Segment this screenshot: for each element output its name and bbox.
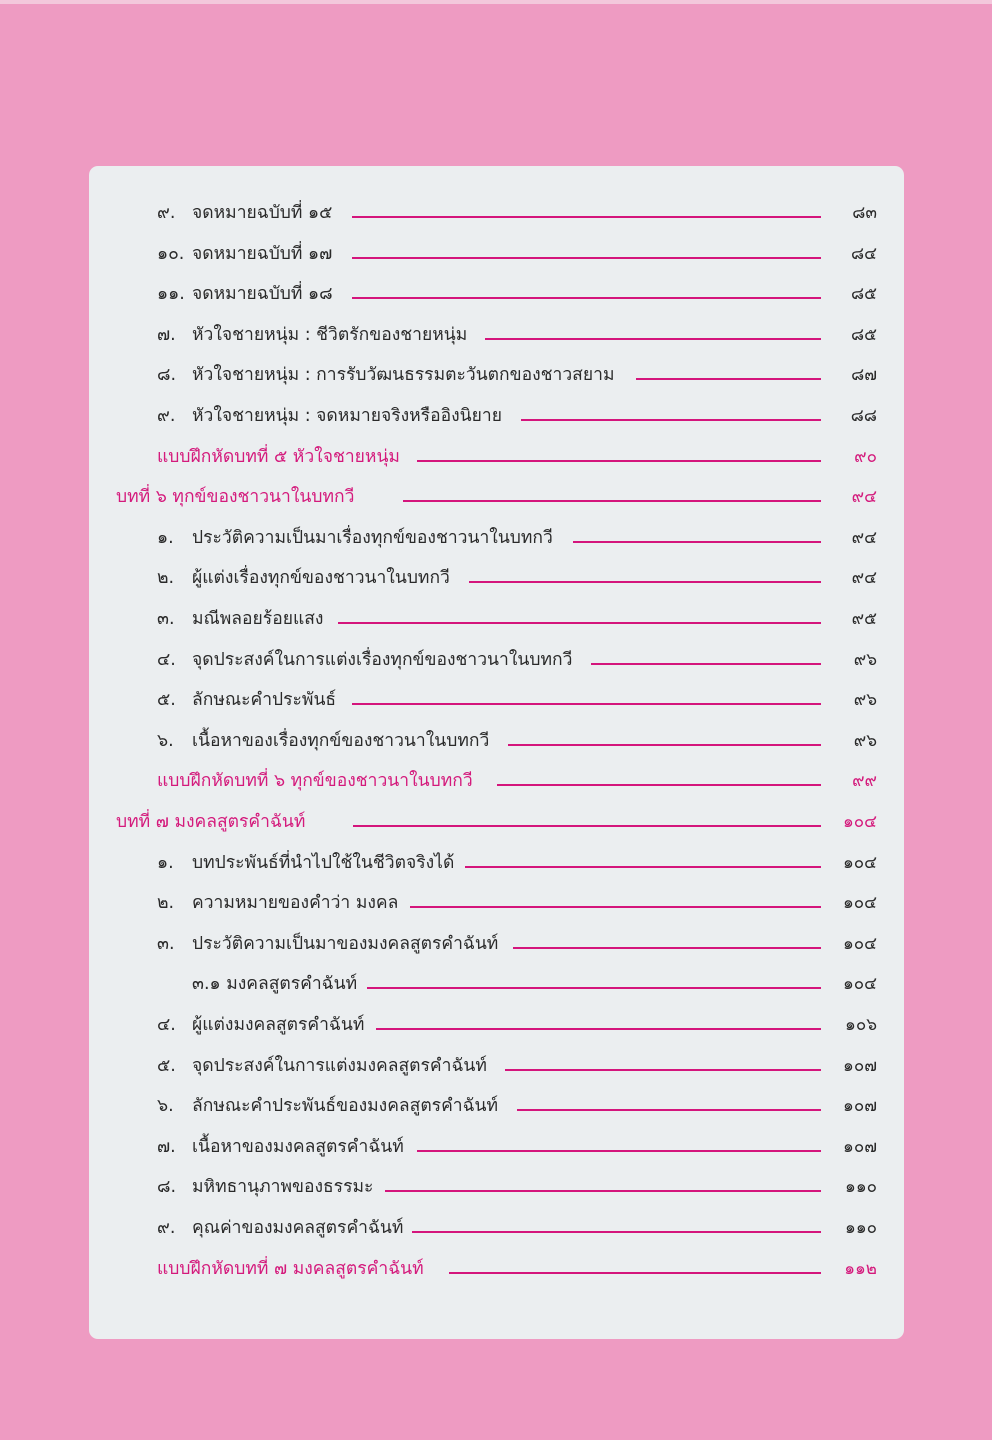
toc-item-row[interactable] [89, 274, 904, 314]
toc-entry-number: ๗. [157, 1136, 176, 1157]
toc-entry-title: จุดประสงค์ในการแต่งมงคลสูตรคำฉันท์ [192, 1055, 487, 1076]
toc-leader-line [513, 947, 821, 949]
toc-leader-line [636, 378, 821, 380]
table-of-contents-panel [89, 166, 904, 1339]
toc-leader-line [591, 663, 821, 665]
toc-leader-line [485, 338, 821, 340]
toc-entry-title: ประวัติความเป็นมาของมงคลสูตรคำฉันท์ [192, 933, 499, 954]
toc-entry-number: ๔. [157, 1015, 176, 1035]
toc-entry-title: ผู้แต่งเรื่องทุกข์ของชาวนาในบทกวี [192, 568, 450, 589]
toc-item-row[interactable] [89, 1046, 904, 1086]
toc-page-number: ๙๙ [852, 771, 877, 792]
toc-item-row[interactable] [89, 883, 904, 923]
toc-leader-line [385, 1190, 821, 1192]
toc-leader-line [338, 622, 821, 624]
toc-leader-line [517, 1109, 821, 1111]
toc-leader-line [352, 703, 821, 705]
toc-page-number: ๘๔ [851, 243, 877, 264]
toc-item-row[interactable] [89, 558, 904, 598]
toc-page-number: ๙๔ [851, 487, 877, 508]
toc-entry-title: จดหมายฉบับที่ ๑๗ [192, 243, 333, 264]
toc-leader-line [353, 825, 821, 827]
toc-page-number: ๘๕ [851, 284, 877, 305]
toc-leader-line [497, 784, 821, 786]
toc-entry-title: เนื้อหาของมงคลสูตรคำฉันท์ [192, 1136, 404, 1157]
toc-entry-number: ๑๐. [157, 243, 185, 264]
toc-entry-title: ประวัติความเป็นมาเรื่องทุกข์ของชาวนาในบทกวี [192, 527, 553, 548]
toc-leader-line [352, 257, 821, 259]
toc-page-number: ๙๔ [851, 527, 877, 548]
toc-chapter-row[interactable] [89, 802, 904, 842]
toc-leader-line [521, 419, 821, 421]
toc-item-row[interactable] [89, 680, 904, 720]
toc-page-number: ๑๑๐ [845, 1177, 877, 1198]
toc-page-number: ๑๐๗ [843, 1096, 877, 1117]
toc-item-row[interactable] [89, 843, 904, 883]
toc-entry-number: ๘. [157, 365, 177, 386]
toc-leader-line [403, 500, 821, 502]
toc-item-row[interactable] [89, 1127, 904, 1167]
toc-item-row[interactable] [89, 315, 904, 355]
toc-item-row[interactable] [89, 640, 904, 680]
toc-page-number: ๙๐ [854, 446, 877, 467]
toc-entry-title: แบบฝึกหัดบทที่ ๖ ทุกข์ของชาวนาในบทกวี [157, 771, 473, 792]
toc-leader-line [410, 906, 821, 908]
toc-page-number: ๙๖ [853, 730, 877, 751]
toc-leader-line [376, 1028, 821, 1030]
toc-leader-line [412, 1231, 821, 1233]
toc-entry-number: ๙. [157, 203, 176, 223]
toc-item-row[interactable] [89, 1086, 904, 1126]
toc-exercise-row[interactable] [89, 437, 904, 477]
toc-entry-number: ๘. [157, 1177, 177, 1198]
toc-entry-title: จดหมายฉบับที่ ๑๘ [192, 284, 333, 305]
toc-entry-number: ๙. [157, 1218, 176, 1238]
toc-entry-number: ๗. [157, 324, 176, 345]
toc-item-row[interactable] [89, 924, 904, 964]
toc-page-number: ๘๕ [851, 324, 877, 345]
toc-page-number: ๑๐๔ [842, 852, 877, 873]
toc-item-row[interactable] [89, 193, 904, 233]
toc-item-row[interactable] [89, 1005, 904, 1045]
toc-entry-number: ๔. [157, 649, 176, 670]
toc-leader-line [417, 1150, 821, 1152]
toc-page-number: ๙๖ [853, 690, 877, 711]
toc-item-row[interactable] [89, 518, 904, 558]
toc-entry-title: แบบฝึกหัดบทที่ ๗ มงคลสูตรคำฉันท์ [157, 1258, 424, 1279]
toc-entry-title: มหิทธานุภาพของธรรมะ [192, 1177, 374, 1198]
toc-entry-title: ๓.๑ มงคลสูตรคำฉันท์ [192, 974, 358, 995]
toc-page-number: ๑๑๒ [844, 1258, 877, 1279]
toc-leader-line [505, 1069, 821, 1071]
toc-entry-number: ๒. [157, 568, 175, 589]
toc-entry-title: ความหมายของคำว่า มงคล [192, 893, 399, 914]
toc-entry-number: ๕. [157, 1055, 176, 1076]
toc-page-number: ๑๐๗ [843, 1136, 877, 1157]
toc-item-row[interactable] [89, 1208, 904, 1248]
toc-entry-title: แบบฝึกหัดบทที่ ๕ หัวใจชายหนุ่ม [157, 446, 400, 467]
toc-entry-title: บทประพันธ์ที่นำไปใช้ในชีวิตจริงได้ [192, 852, 455, 873]
toc-page-number: ๑๐๔ [842, 933, 877, 954]
toc-entry-title: บทที่ ๖ ทุกข์ของชาวนาในบทกวี [116, 487, 355, 508]
toc-entry-number: ๕. [157, 690, 176, 711]
toc-item-row[interactable] [89, 355, 904, 395]
top-edge-strip [0, 0, 992, 4]
toc-page-number: ๑๐๔ [842, 812, 877, 832]
toc-page-number: ๑๐๔ [842, 893, 877, 914]
toc-leader-line [469, 581, 821, 583]
toc-page-number: ๑๑๐ [845, 1218, 877, 1238]
toc-page-number: ๑๐๖ [845, 1015, 877, 1035]
toc-leader-line [352, 297, 821, 299]
toc-page-number: ๘๘ [850, 406, 877, 426]
toc-entry-title: หัวใจชายหนุ่ม : จดหมายจริงหรืออิงนิยาย [192, 406, 502, 426]
toc-page-number: ๘๓ [852, 203, 877, 223]
toc-entry-number: ๓. [157, 609, 175, 629]
toc-entry-title: คุณค่าของมงคลสูตรคำฉันท์ [192, 1218, 404, 1238]
toc-page-number: ๙๕ [851, 609, 877, 629]
toc-leader-line [367, 987, 821, 989]
toc-page-number: ๙๔ [851, 568, 877, 589]
toc-entry-title: ผู้แต่งมงคลสูตรคำฉันท์ [192, 1015, 365, 1035]
toc-entry-title: จุดประสงค์ในการแต่งเรื่องทุกข์ของชาวนาในบทกวี [192, 649, 573, 670]
toc-entry-title: หัวใจชายหนุ่ม : การรับวัฒนธรรมตะวันตกของชาวสยาม [192, 365, 615, 386]
toc-entry-title: จดหมายฉบับที่ ๑๕ [192, 203, 333, 223]
toc-entry-number: ๓. [157, 933, 175, 954]
toc-leader-line [508, 744, 821, 746]
toc-entry-number: ๑๑. [157, 284, 185, 305]
toc-page-number: ๑๐๗ [843, 1055, 877, 1076]
toc-page-number: ๘๗ [851, 365, 877, 386]
toc-leader-line [352, 216, 821, 218]
toc-entry-title: เนื้อหาของเรื่องทุกข์ของชาวนาในบทกวี [192, 730, 490, 751]
toc-entry-number: ๒. [157, 893, 175, 914]
toc-entry-title: บทที่ ๗ มงคลสูตรคำฉันท์ [116, 812, 306, 832]
toc-exercise-row[interactable] [89, 1249, 904, 1289]
toc-exercise-row[interactable] [89, 761, 904, 801]
toc-entry-number: ๖. [157, 730, 174, 751]
toc-leader-line [449, 1272, 821, 1274]
toc-chapter-row[interactable] [89, 477, 904, 517]
toc-entry-title: ลักษณะคำประพันธ์ของมงคลสูตรคำฉันท์ [192, 1096, 499, 1117]
toc-item-row[interactable] [89, 599, 904, 639]
toc-entry-title: มณีพลอยร้อยแสง [192, 609, 324, 629]
toc-entry-number: ๖. [157, 1096, 174, 1117]
toc-subitem-row[interactable] [89, 964, 904, 1004]
toc-page-number: ๑๐๔ [842, 974, 877, 995]
toc-leader-line [417, 460, 821, 462]
toc-entry-title: หัวใจชายหนุ่ม : ชีวิตรักของชายหนุ่ม [192, 324, 468, 345]
toc-item-row[interactable] [89, 721, 904, 761]
toc-entry-number: ๑. [157, 527, 174, 548]
toc-leader-line [465, 866, 821, 868]
toc-page-number: ๙๖ [853, 649, 877, 670]
toc-item-row[interactable] [89, 1167, 904, 1207]
toc-item-row[interactable] [89, 396, 904, 436]
toc-item-row[interactable] [89, 234, 904, 274]
toc-leader-line [573, 541, 821, 543]
toc-entry-number: ๙. [157, 406, 176, 426]
toc-entry-title: ลักษณะคำประพันธ์ [192, 690, 337, 711]
toc-entry-number: ๑. [157, 852, 174, 873]
